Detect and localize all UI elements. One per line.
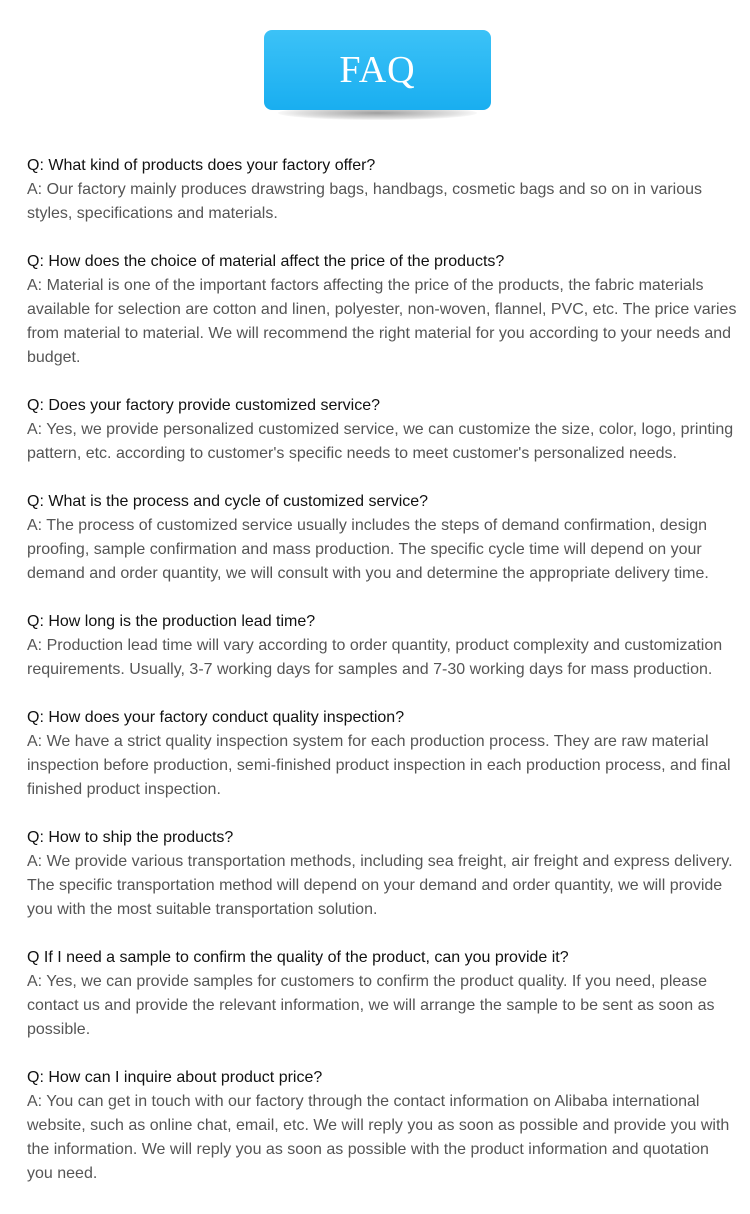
faq-answer: A: The process of customized service usually includes the steps of demand confirmation, design proofing, sample confirmation and mass production. The specific cycle time will depend on your demand and order quantity, we will consult with you and determine the appropriate delivery time. — [27, 517, 709, 582]
faq-list — [27, 154, 739, 1210]
faq-answer: A: Yes, we provide personalized customized service, we can customize the size, color, logo, printing pattern, etc. according to customer's specific needs to meet customer's personalized needs. — [27, 421, 734, 462]
faq-answer: A: We have a strict quality inspection system for each production process. They are raw material inspection before production, semi-finished product inspection in each production process, and final finished product inspection. — [27, 733, 731, 798]
faq-item — [27, 826, 739, 922]
faq-question: Q: How does your factory conduct quality inspection? — [27, 709, 405, 726]
faq-item — [27, 706, 739, 802]
faq-question: Q: How long is the production lead time? — [27, 613, 316, 630]
faq-answer: A: Material is one of the important factors affecting the price of the products, the fabric materials available for selection are cotton and linen, polyester, non-woven, flannel, PVC, etc. The price varies from material to material. We will recommend the right material for you according to your needs and budget. — [27, 277, 737, 366]
faq-item — [27, 154, 739, 226]
faq-question: Q: How can I inquire about product price? — [27, 1069, 323, 1086]
faq-title: FAQ — [339, 49, 416, 91]
faq-item — [27, 1066, 739, 1186]
faq-item — [27, 490, 739, 586]
faq-answer: A: You can get in touch with our factory through the contact information on Alibaba international website, such as online chat, email, etc. We will reply you as soon as possible and provide you with the information. We will reply you as soon as possible with the product information and quotation you need. — [27, 1093, 730, 1182]
faq-question: Q: How to ship the products? — [27, 829, 234, 846]
faq-item — [27, 394, 739, 466]
faq-question: Q: What kind of products does your factory offer? — [27, 157, 376, 174]
faq-question: Q: Does your factory provide customized service? — [27, 397, 381, 414]
faq-item — [27, 946, 739, 1042]
faq-answer: A: We provide various transportation methods, including sea freight, air freight and express delivery. The specific transportation method will depend on your demand and order quantity, we will provide you with the most suitable transportation solution. — [27, 853, 733, 918]
faq-question: Q: How does the choice of material affect the price of the products? — [27, 253, 505, 270]
faq-question: Q If I need a sample to confirm the quality of the product, can you provide it? — [27, 949, 569, 966]
faq-answer: A: Our factory mainly produces drawstring bags, handbags, cosmetic bags and so on in various styles, specifications and materials. — [27, 181, 703, 222]
faq-header — [264, 30, 491, 110]
faq-question: Q: What is the process and cycle of customized service? — [27, 493, 429, 510]
faq-item — [27, 610, 739, 682]
faq-answer: A: Production lead time will vary according to order quantity, product complexity and customization requirements. Usually, 3-7 working days for samples and 7-30 working days for mass production. — [27, 637, 723, 678]
faq-item — [27, 250, 739, 370]
faq-title-badge — [264, 30, 491, 110]
faq-answer: A: Yes, we can provide samples for customers to confirm the product quality. If you need, please contact us and provide the relevant information, we will arrange the sample to be sent as soon as possible. — [27, 973, 715, 1038]
